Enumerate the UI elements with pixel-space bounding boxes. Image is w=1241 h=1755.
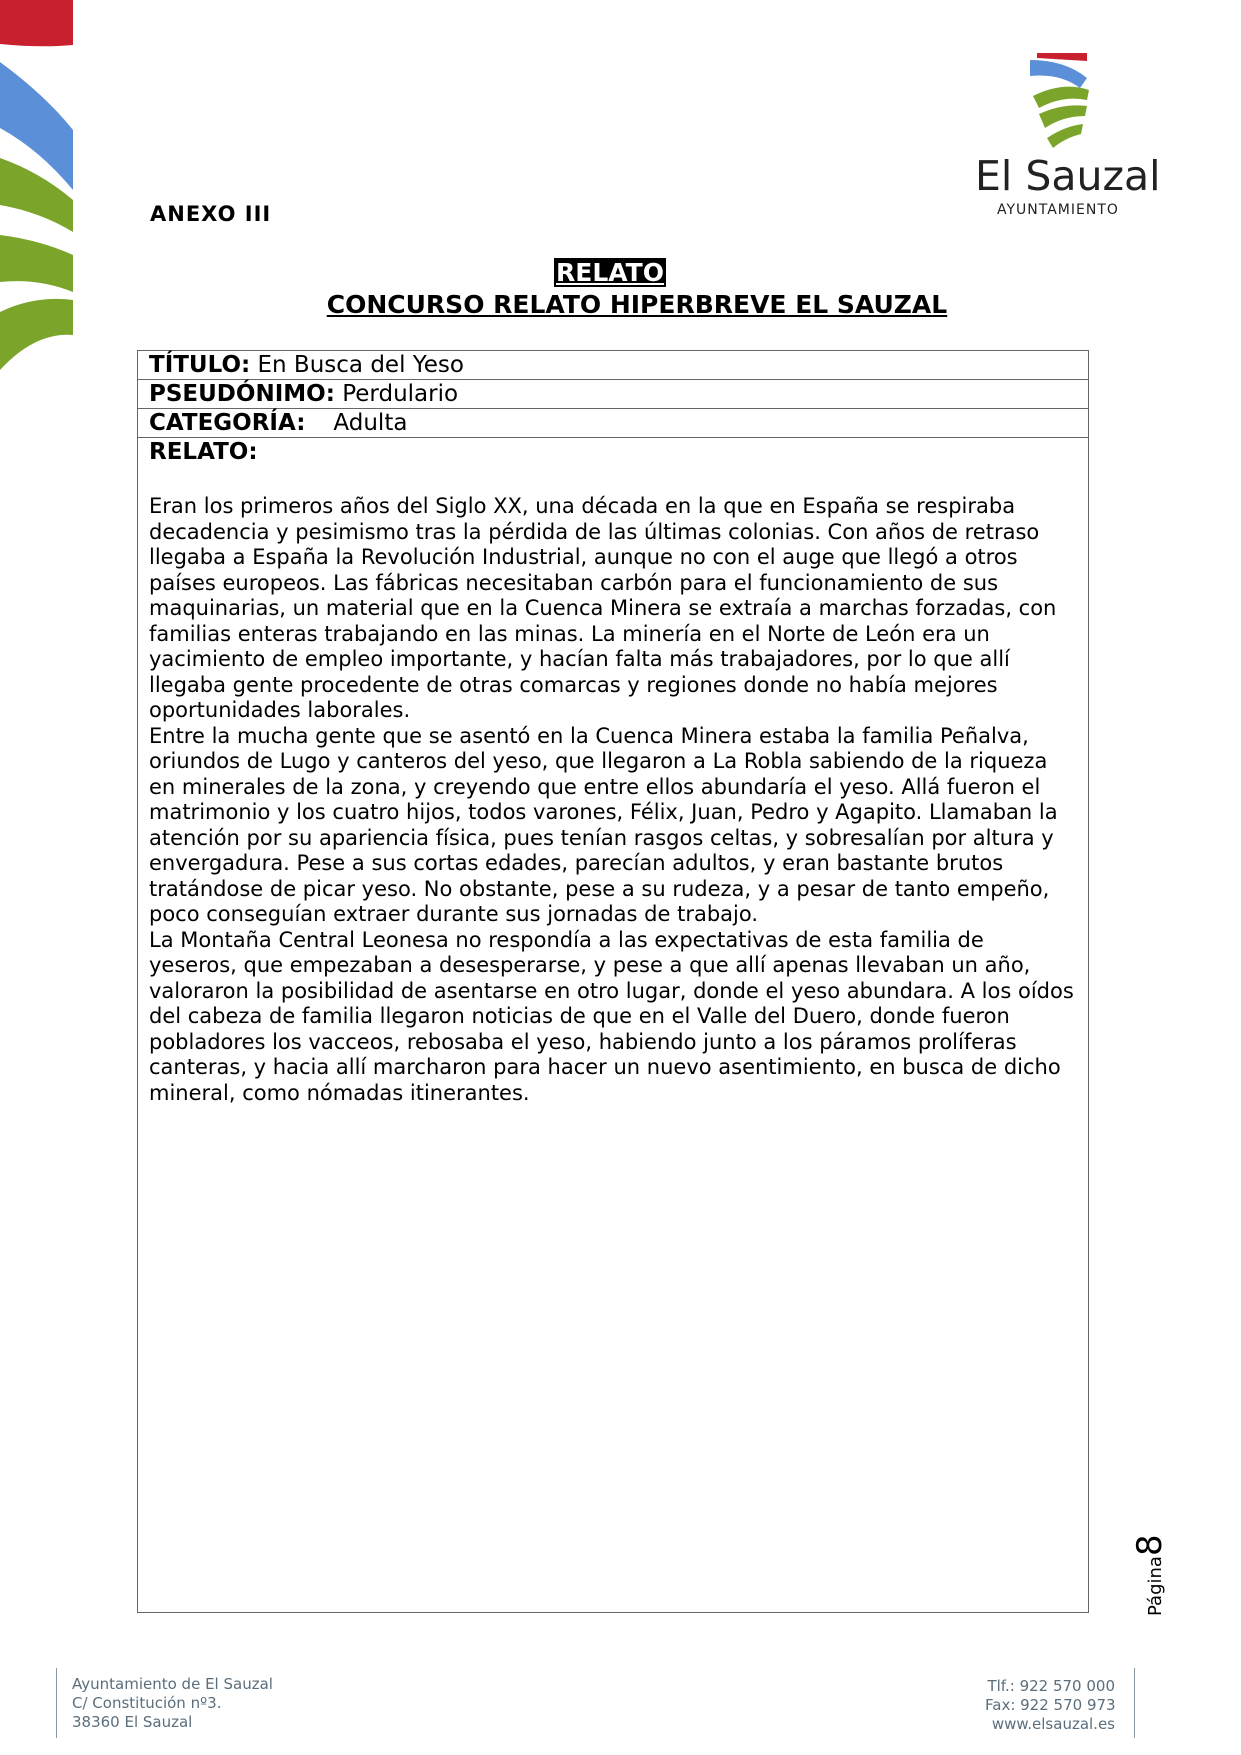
row-categoria	[138, 409, 1088, 438]
story-line: llegaba a España la Revolución Industrial, aunque no con el auge que llegó a otros	[149, 545, 1018, 569]
story-line: pobladores los vacceos, rebosaba el yeso, habiendo junto a los páramos prolíferas	[149, 1029, 1017, 1054]
heading-contest: CONCURSO RELATO HIPERBREVE EL SAUZAL	[326, 290, 948, 319]
footer-right-divider	[1134, 1668, 1135, 1738]
relato-label: RELATO:	[149, 439, 258, 465]
story-line: familias enteras trabajando en las minas. La minería en el Norte de León era un	[149, 621, 990, 646]
page-number	[1130, 1530, 1170, 1620]
footer-contact	[985, 1677, 1115, 1734]
story-form-box	[137, 350, 1089, 1613]
story-line: países europeos. Las fábricas necesitaban carbón para el funcionamiento de sus	[149, 570, 999, 595]
story-line: La Montaña Central Leonesa no respondía a las expectativas de esta familia de	[149, 927, 984, 952]
story-line: llegaba gente procedente de otras comarcas y regiones donde no había mejores	[149, 672, 998, 697]
footer-address-line: C/ Constitución nº3.	[72, 1694, 222, 1712]
story-line: Entre la mucha gente que se asentó en la Cuenca Minera estaba la familia Peñalva,	[149, 723, 1029, 748]
decorative-stripes	[0, 0, 80, 380]
story-line: oriundos de Lugo y canteros del yeso, que llegaron a La Robla sabiendo de la riqueza	[149, 749, 1048, 773]
story-line: canteras, y hacia allí marcharon para hacer un nuevo asentimiento, en busca de dicho	[149, 1055, 1061, 1079]
heading-relato	[0, 258, 1220, 288]
footer-fax: Fax: 922 570 973	[985, 1696, 1116, 1714]
el-sauzal-logo-icon	[1025, 48, 1095, 153]
story-line: valoraron la posibilidad de asentarse en otro lugar, donde el yeso abundara. A los oídos	[149, 978, 1074, 1003]
story-line: poco conseguían extraer durante sus jornadas de trabajo.	[149, 902, 759, 926]
logo-subtitle: AYUNTAMIENTO	[997, 202, 1119, 218]
footer-website[interactable]: www.elsauzal.es	[991, 1715, 1115, 1733]
story-line: decadencia y pesimismo tras la pérdida de las últimas colonias. Con años de retraso	[149, 519, 1040, 544]
row-relato-label	[138, 438, 1088, 467]
story-line: oportunidades laborales.	[149, 698, 411, 722]
story-line: Eran los primeros años del Siglo XX, una década en la que en España se respiraba	[149, 494, 1016, 518]
titulo-value: En Busca del Yeso	[257, 352, 464, 378]
footer-address-line: 38360 El Sauzal	[72, 1713, 193, 1731]
titulo-label: TÍTULO:	[149, 352, 251, 378]
pseudonimo-label: PSEUDÓNIMO:	[149, 381, 335, 407]
footer-phone: Tlf.: 922 570 000	[987, 1677, 1115, 1695]
logo-name: El Sauzal	[975, 152, 1161, 200]
page-number-value: 8	[1130, 1534, 1170, 1557]
categoria-value: Adulta	[333, 410, 408, 436]
footer-address	[72, 1675, 273, 1732]
footer-left-divider	[56, 1668, 57, 1738]
story-text	[149, 494, 1082, 1106]
row-pseudonimo	[138, 380, 1088, 409]
story-line: en minerales de la zona, y creyendo que entre ellos abundaría el yeso. Allá fueron el	[149, 774, 1041, 799]
story-line: envergadura. Pese a sus cortas edades, parecían adultos, y eran bastante brutos	[149, 851, 1004, 875]
pseudonimo-value: Perdulario	[342, 381, 459, 407]
categoria-label: CATEGORÍA:	[149, 410, 306, 436]
story-line: tratándose de picar yeso. No obstante, pese a su rudeza, y a pesar de tanto empeño,	[149, 876, 1050, 901]
story-line: yacimiento de empleo importante, y hacían falta más trabajadores, por lo que allí	[149, 647, 1010, 671]
story-line: matrimonio y los cuatro hijos, todos varones, Félix, Juan, Pedro y Agapito. Llamaban la	[149, 800, 1058, 824]
red-stripe	[0, 0, 73, 46]
row-titulo	[138, 351, 1088, 380]
page-label: Página	[1145, 1556, 1166, 1616]
story-line: yeseros, que empezaban a desesperarse, y pese a que allí apenas llevaban un año,	[149, 953, 1031, 977]
heading-relato-text: RELATO	[556, 258, 664, 287]
story-line: del cabeza de familia llegaron noticias de que en el Valle del Duero, donde fueron	[149, 1004, 1010, 1028]
footer-address-line: Ayuntamiento de El Sauzal	[72, 1675, 273, 1693]
annex-label: ANEXO III	[150, 202, 272, 226]
story-line: atención por su apariencia física, pues tenían rasgos celtas, y sobresalían por altura y	[149, 825, 1054, 850]
story-line: mineral, como nómadas itinerantes.	[149, 1080, 530, 1105]
story-line: maquinarias, un material que en la Cuenca Minera se extraía a marchas forzadas, con	[149, 596, 1057, 620]
